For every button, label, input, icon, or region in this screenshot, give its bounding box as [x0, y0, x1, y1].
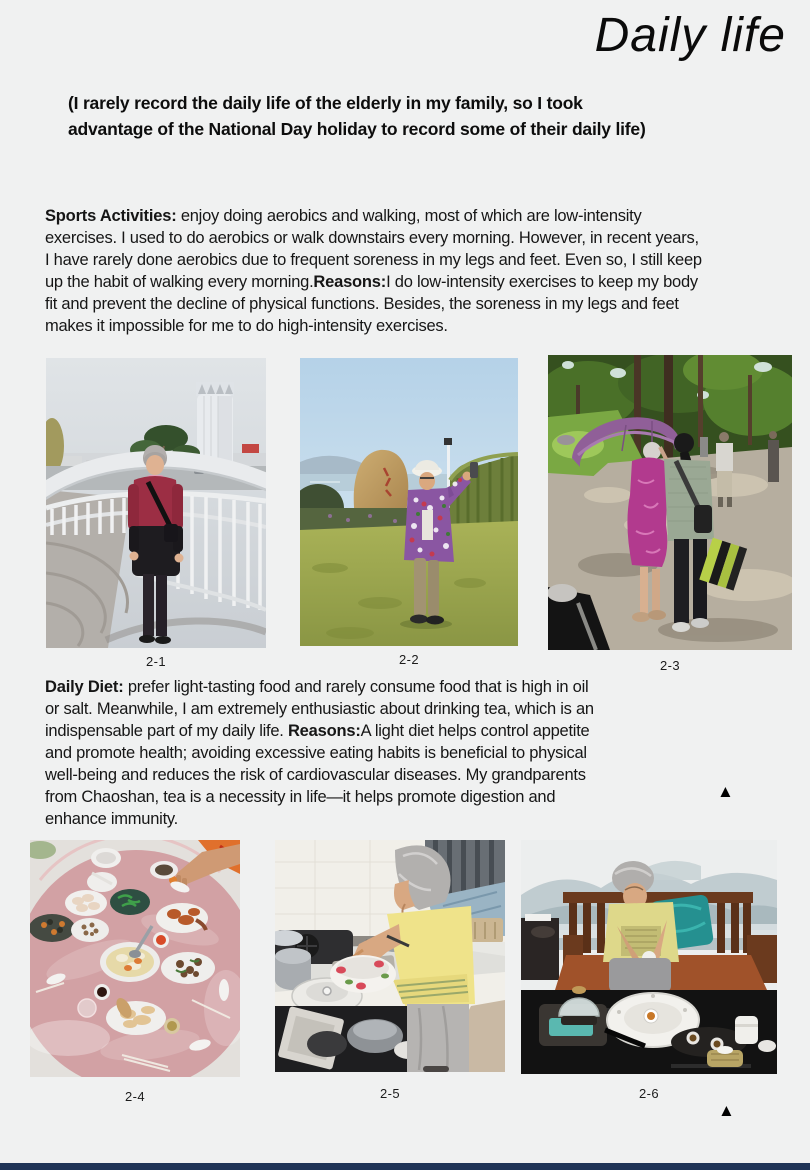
photo-2-4-image	[30, 840, 240, 1077]
page-title: Daily life	[594, 9, 786, 62]
daily-diet-label: Daily Diet:	[45, 678, 124, 696]
figure-2-2	[300, 358, 518, 667]
figure-2-5	[275, 840, 505, 1101]
sports-activities-paragraph	[45, 205, 705, 337]
daily-diet-paragraph	[45, 676, 597, 830]
photo-2-5-image	[275, 840, 505, 1072]
photo-2-6-image	[521, 840, 777, 1074]
daily-diet-text: prefer light-tasting food and rarely consume food that is high in oil or salt. Meanwhile, I am extremely enthusiastic about drinking tea, which is an indispensable part of my daily life.	[45, 678, 594, 740]
diet-reasons-text: A light diet helps control appetite and promote health; avoiding excessive eating habits is beneficial to physical well-being and reduces the risk of cardiovascular diseases. My grandparents from Chaoshan, tea is a necessity in life—it helps promote digestion and enhance immunity.	[45, 722, 590, 828]
photo-2-3-image	[548, 355, 792, 650]
figure-2-6	[521, 840, 777, 1101]
photo-caption-2-3: 2-3	[660, 658, 680, 673]
figure-2-1	[46, 358, 266, 669]
figure-2-4	[30, 840, 240, 1104]
photo-caption-2-5: 2-5	[380, 1086, 400, 1101]
sports-activities-label: Sports Activities:	[45, 207, 177, 225]
subtitle-line-1: (I rarely record the daily life of the elderly in my family, so I took	[68, 93, 583, 113]
bottom-accent-bar	[0, 1163, 810, 1170]
figure-2-3	[548, 355, 792, 673]
photo-2-2-image	[300, 358, 518, 646]
photo-caption-2-1: 2-1	[146, 654, 166, 669]
sports-activities-text: enjoy doing aerobics and walking, most of which are low-intensity exercises. I used to do aerobics or walk downstairs every morning. However, in recent years, I have rarely done aerobics due to frequent soreness in my legs and feet. Even so, I still keep up the habit of walking every morning.	[45, 207, 702, 291]
page-subtitle	[68, 90, 718, 142]
photo-2-1-image	[46, 358, 266, 648]
sports-reasons-text: I do low-intensity exercises to keep my body fit and prevent the decline of physical functions. Besides, the soreness in my legs and feet makes it impossible for me to do high-intensity exercises.	[45, 273, 698, 335]
sports-reasons-label: Reasons:	[313, 273, 387, 291]
photo-caption-2-6: 2-6	[639, 1086, 659, 1101]
diet-reasons-label: Reasons:	[287, 722, 361, 740]
subtitle-line-2: advantage of the National Day holiday to record some of their daily life)	[68, 119, 646, 139]
up-triangle-icon-bottom[interactable]: ▲	[718, 1101, 735, 1120]
up-triangle-icon[interactable]: ▲	[717, 782, 734, 801]
photo-caption-2-2: 2-2	[399, 652, 419, 667]
photo-caption-2-4: 2-4	[125, 1089, 145, 1104]
